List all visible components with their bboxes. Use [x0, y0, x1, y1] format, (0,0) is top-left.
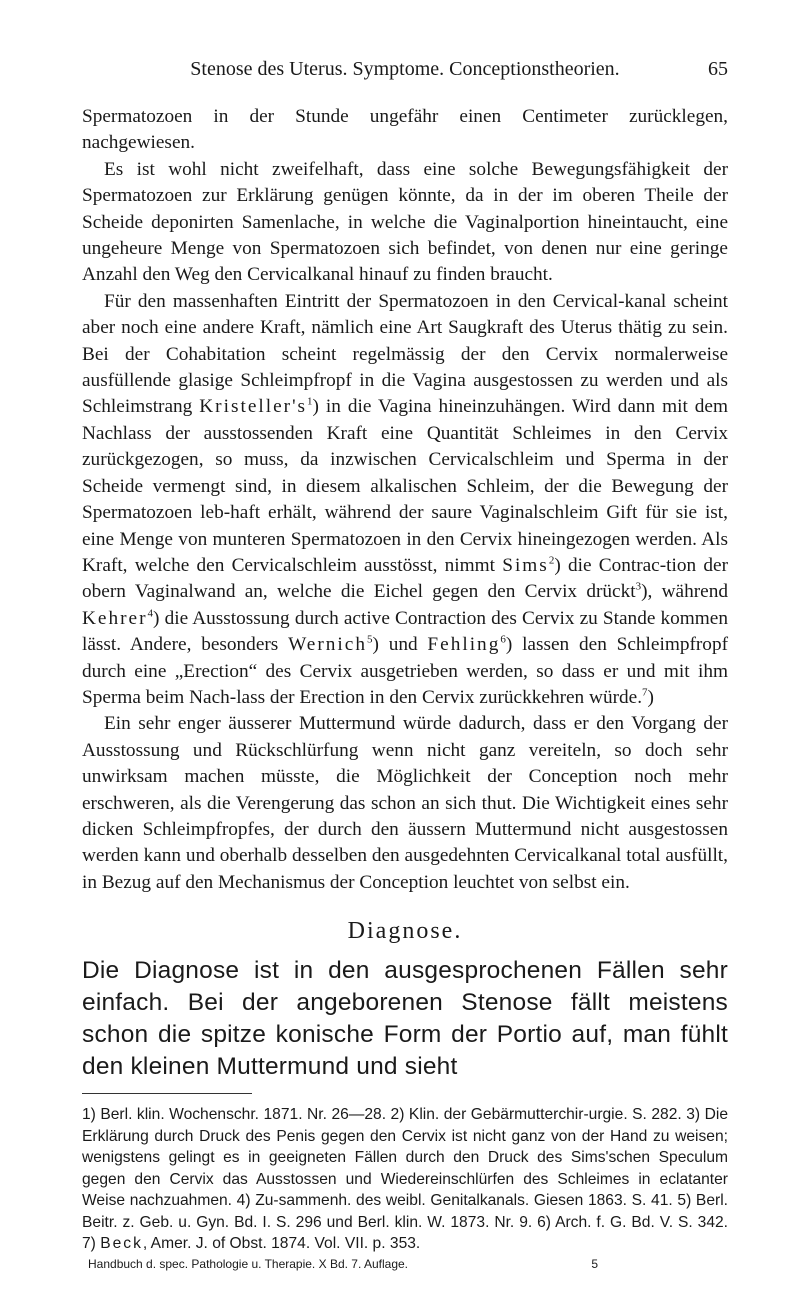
p3-text-b: ) in die Vagina hineinzuhängen. Wird dann mit dem Nachlass der ausstossenden Kraft eine Quantität Schleimes in den Cervix zurückgezogen, so muss, da inzwischen Cervicalschleim und Sperma in der Scheide vermengt sind, in diesem alkalischen Schleim, der die Bewegung der Spermatozoen leb-haft erhält, während der saure Vaginalschleim Gift für sie ist, eine Menge von munteren Spermatozoen in den Cervix hineingezogen werden. Als Kraft, welche den Cervicalschleim ausstösst, nimmt [82, 396, 728, 576]
author-kehrer: Kehrer [82, 607, 148, 629]
page-number: 65 [708, 58, 728, 80]
footnote-ref-5: 5 [366, 633, 373, 646]
paragraph-4: Ein sehr enger äusserer Muttermund würde dadurch, dass er den Vorgang der Ausstossung und Rückschlürfung wenn nicht ganz vereiteln, so doch sehr unwirksam machen müsste, die Möglichkeit der Conception noch mehr erschweren, als die Verengerung das schon an sich thut. Die Wichtigkeit eines sehr dicken Schleimpfropfes, der durch den äussern Muttermund nicht ausgestossen werden kann und oberhalb desselben den ausgedehnten Cervicalkanal total ausfüllt, in Bezug auf den Mechanismus der Conception leuchtet von selbst ein. [82, 713, 728, 893]
paragraph-5: Die Diagnose ist in den ausgesprochenen Fällen sehr einfach. Bei der angeborenen Stenose fällt meistens schon die spitze konische Form der Portio auf, man fühlt den kleinen Muttermund und sieht [82, 957, 728, 1081]
footnotes-text [82, 1104, 728, 1255]
p3-text-c: ) die Contrac-tion der obern Vaginalwand an, welche die Eichel gegen den Cervix drückt [82, 554, 728, 603]
paragraph-2: Es ist wohl nicht zweifelhaft, dass eine solche Bewegungsfähigkeit der Spermatozoen zur Erklärung genügen könnte, da in der im oberen Theile der Scheide deponirten Samenlache, in welche die Vaginalportion hineintaucht, eine ungeheure Menge von Spermatozoen sich befindet, von denen nur eine geringe Anzahl den Weg den Cervicalkanal hinauf zu finden braucht. [82, 158, 728, 286]
footnote-ref-3: 3 [635, 580, 642, 593]
author-sims: Sims [502, 554, 549, 576]
paragraph-3 [82, 289, 728, 712]
footnote-ref-7: 7 [642, 686, 648, 699]
p3-text-f: ) und [372, 634, 428, 656]
footnotes [82, 1104, 728, 1255]
signature-mark: 5 [591, 1256, 598, 1271]
footnote-divider [82, 1093, 252, 1094]
author-fehling: Fehling [427, 634, 501, 656]
p3-text-e: ) die Ausstossung durch active Contraction des Cervix zu Stande kommen lässt. Andere, besonders [82, 607, 728, 656]
section-heading-diagnose: Diagnose. [347, 918, 463, 945]
running-header [82, 58, 728, 88]
running-title: Stenose des Uterus. Symptome. Conceptionstheorien. [190, 58, 620, 80]
p3-text-h: ) [647, 686, 654, 708]
footnote-ref-4: 4 [147, 607, 154, 620]
footnotes-body: 1) Berl. klin. Wochenschr. 1871. Nr. 26—28. 2) Klin. der Gebärmutterchir-urgie. S. 282. 3) Die Erklärung durch Druck des Penis gegen den Cervix ist nicht ganz von der Hand zu weisen; wenigstens gelingt es in geeigneten Fällen durch den Druck des Sims'schen Speculum gegen den Cervix das Ausstossen und Wiedereinschlürfen des Schleimes in eclatanter Weise nachzuahmen. 4) Zu-sammenh. des weibl. Genitalkanals. Giesen 1863. S. 41. 5) Berl. Beitr. z. Geb. u. Gyn. Bd. I. S. 296 und Berl. klin. W. 1873. Nr. 9. 6) Arch. f. G. Bd. V. S. 342. 7) [82, 1106, 728, 1253]
author-kristeller: Kristeller's [199, 396, 308, 418]
footnote-ref-2: 2 [548, 554, 555, 567]
signature-line [82, 1257, 728, 1271]
p3-text-g: ) lassen den Schleimpfropf durch eine „Erection“ des Cervix ausgetrieben werden, so dass er und mit ihm Sperma beim Nach-lass der Erection in den Cervix zurückkehren würde. [82, 634, 729, 708]
footnotes-end: , Amer. J. of Obst. 1874. Vol. VII. p. 353. [142, 1235, 421, 1253]
p3-text-d: ), während [641, 581, 728, 603]
p3-text-a: Für den massenhaften Eintritt der Spermatozoen in den Cervical-kanal scheint aber noch eine andere Kraft, nämlich eine Art Saugkraft des Uterus thätig zu sein. Bei der Cohabitation scheint regelmässig der den Cervix normalerweise ausfüllende glasige Schleimpfropf in die Vagina ausgestossen zu werden und als Schleimstrang [82, 290, 728, 418]
footnote-ref-6: 6 [500, 633, 506, 646]
main-text [82, 104, 728, 896]
author-beck: Beck [100, 1235, 143, 1253]
footnote-ref-1: 1 [307, 396, 313, 409]
series-title: Handbuch d. spec. Pathologie u. Therapie. X Bd. 7. Auflage. [88, 1256, 408, 1271]
author-wernich: Wernich [288, 634, 367, 656]
paragraph-1: Spermatozoen in der Stunde ungefähr einen Centimeter zurücklegen, nachgewiesen. [82, 106, 728, 154]
